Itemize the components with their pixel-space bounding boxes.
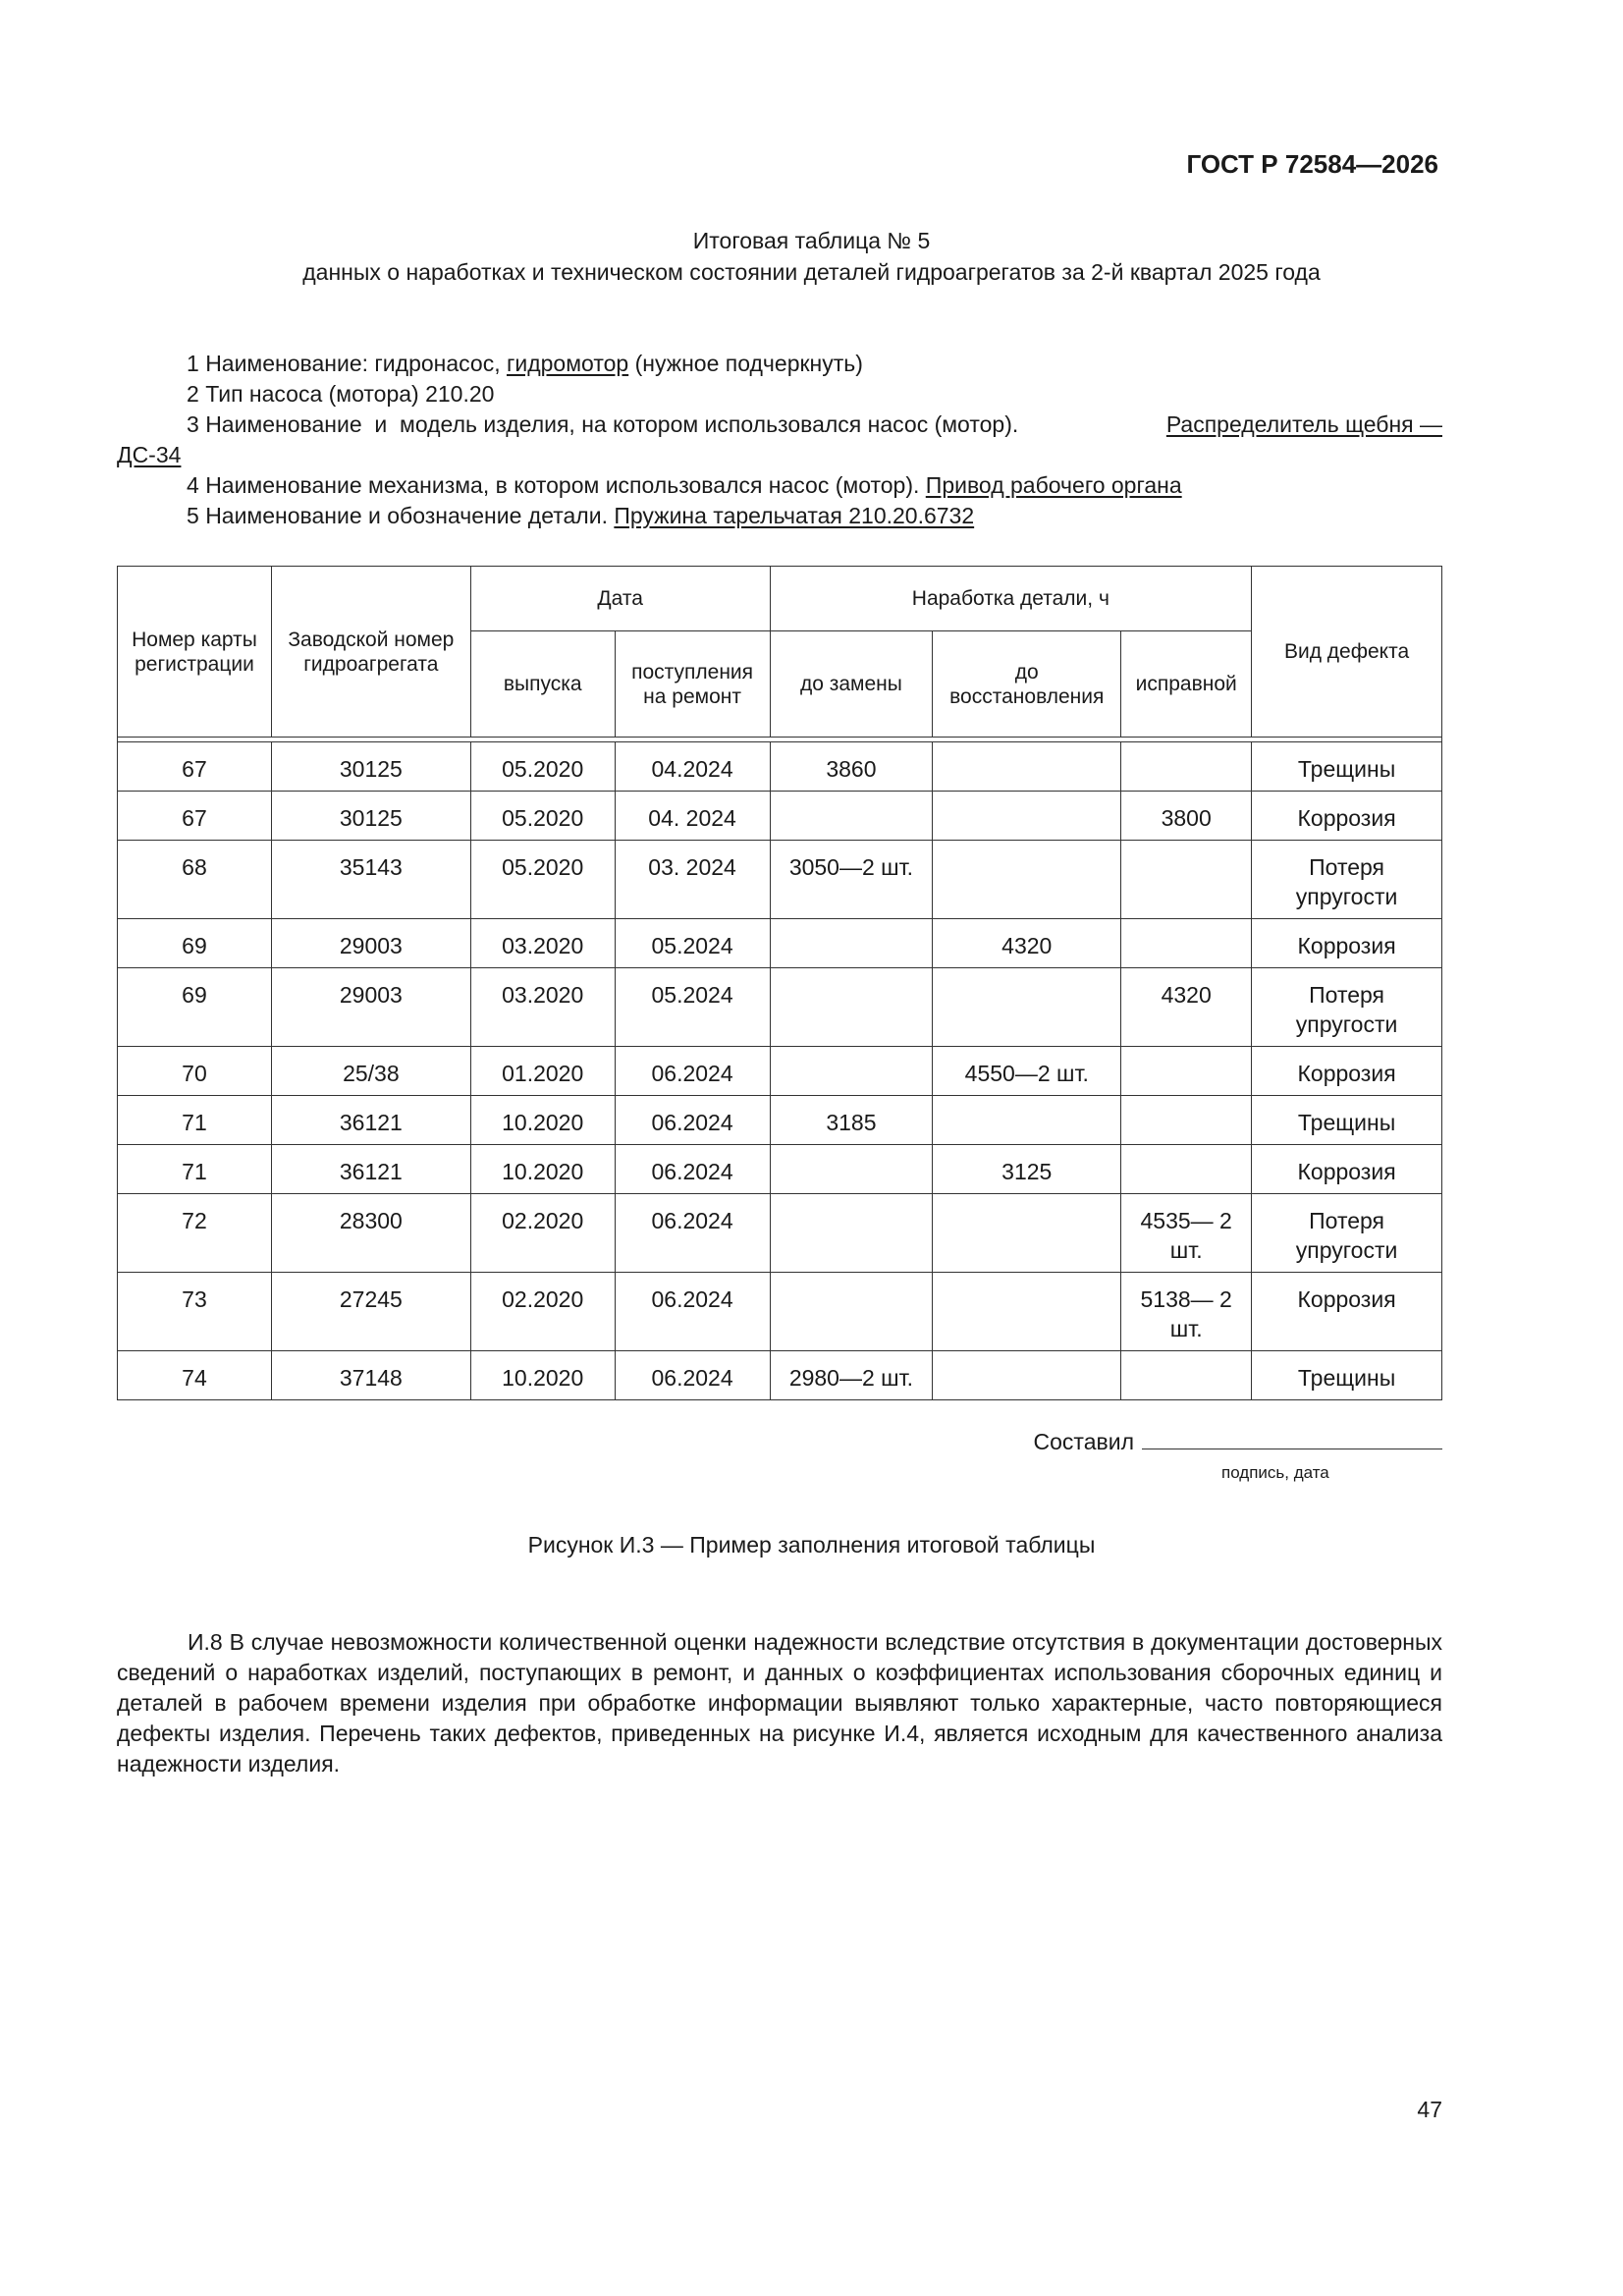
cell-reg-number: 73 [118, 1273, 272, 1351]
cell-defect-type: Трещины [1252, 742, 1442, 792]
cell-runtime-ok [1121, 1145, 1252, 1194]
table-title: Итоговая таблица № 5 [692, 228, 931, 253]
table-row [118, 1273, 1442, 1351]
cell-factory-number: 36121 [271, 1096, 470, 1145]
cell-defect-type: Потеря упругости [1252, 968, 1442, 1047]
cell-reg-number: 67 [118, 792, 272, 841]
cell-runtime-ok: 3800 [1121, 792, 1252, 841]
cell-reg-number: 74 [118, 1351, 272, 1400]
cell-factory-number: 30125 [271, 742, 470, 792]
item-underlined: Распределитель щебня — [1165, 411, 1442, 437]
cell-runtime-ok [1121, 1351, 1252, 1400]
signature-label: Составил [1033, 1429, 1134, 1454]
header-replace: до замены [770, 631, 933, 738]
cell-defect-type: Потеря упругости [1252, 841, 1442, 919]
item-2 [187, 381, 494, 408]
header-restore: до восстановления [933, 631, 1121, 738]
cell-runtime-replace [770, 919, 933, 968]
cell-runtime-ok: 4535— 2 шт. [1121, 1194, 1252, 1273]
item-3-continuation: ДС-34 [117, 442, 182, 467]
item-text: Наименование и модель изделия, на котором использовался насос (мотор). [205, 411, 1025, 437]
cell-runtime-ok: 4320 [1121, 968, 1252, 1047]
cell-runtime-replace: 2980—2 шт. [770, 1351, 933, 1400]
item-underlined: Пружина тарельчатая 210.20.6732 [614, 503, 975, 528]
cell-reg-number: 72 [118, 1194, 272, 1273]
table-row [118, 1194, 1442, 1273]
summary-table [117, 566, 1442, 1400]
cell-factory-number: 29003 [271, 968, 470, 1047]
cell-repair-date: 06.2024 [615, 1194, 770, 1273]
table-row [118, 919, 1442, 968]
cell-runtime-restore [933, 1273, 1121, 1351]
table-row [118, 1351, 1442, 1400]
item-number: 5 [187, 503, 199, 528]
cell-release-date: 10.2020 [470, 1096, 615, 1145]
table-row [118, 742, 1442, 792]
header-release: выпуска [470, 631, 615, 738]
cell-reg-number: 69 [118, 968, 272, 1047]
cell-runtime-replace [770, 968, 933, 1047]
cell-reg-number: 69 [118, 919, 272, 968]
cell-runtime-restore [933, 742, 1121, 792]
cell-runtime-restore: 4320 [933, 919, 1121, 968]
cell-runtime-replace: 3050—2 шт. [770, 841, 933, 919]
page-number: 47 [1417, 2097, 1442, 2122]
cell-runtime-ok [1121, 1096, 1252, 1145]
cell-defect-type: Коррозия [1252, 919, 1442, 968]
cell-defect-type: Потеря упругости [1252, 1194, 1442, 1273]
cell-runtime-restore [933, 1351, 1121, 1400]
cell-repair-date: 06.2024 [615, 1145, 770, 1194]
cell-runtime-replace: 3860 [770, 742, 933, 792]
cell-runtime-replace [770, 792, 933, 841]
header-defect: Вид дефекта [1252, 567, 1442, 738]
cell-runtime-restore: 4550—2 шт. [933, 1047, 1121, 1096]
item-text: Наименование механизма, в котором использовался насос (мотор). [205, 472, 926, 498]
cell-repair-date: 06.2024 [615, 1047, 770, 1096]
document-code: ГОСТ Р 72584—2026 [1186, 149, 1438, 179]
cell-runtime-ok [1121, 1047, 1252, 1096]
signature-caption: подпись, дата [1221, 1463, 1329, 1482]
cell-factory-number: 36121 [271, 1145, 470, 1194]
cell-runtime-replace: 3185 [770, 1096, 933, 1145]
table-row [118, 1096, 1442, 1145]
cell-reg-number: 67 [118, 742, 272, 792]
figure-caption: Рисунок И.3 — Пример заполнения итоговой таблицы [527, 1532, 1096, 1558]
cell-runtime-replace [770, 1145, 933, 1194]
cell-reg-number: 71 [118, 1145, 272, 1194]
cell-runtime-replace [770, 1194, 933, 1273]
table-row [118, 1047, 1442, 1096]
cell-defect-type: Трещины [1252, 1351, 1442, 1400]
table-row [118, 1145, 1442, 1194]
cell-defect-type: Коррозия [1252, 1273, 1442, 1351]
cell-runtime-restore [933, 1194, 1121, 1273]
table-body [118, 742, 1442, 1400]
cell-release-date: 05.2020 [470, 841, 615, 919]
cell-runtime-ok: 5138— 2 шт. [1121, 1273, 1252, 1351]
cell-repair-date: 04. 2024 [615, 792, 770, 841]
paragraph-i8: И.8 В случае невозможности количественной оценки надежности вследствие отсутствия в документации достоверных сведений о наработках изделий, поступающих в ремонт, и данных о коэффициентах использования сборочных единиц и деталей в рабочем времени изделия при обработке информации выявляют только характерные, часто повторяющиеся дефекты изделия. Перечень таких дефектов, приведенных на рисунке И.4, является исходным для качественного анализа надежности изделия. [117, 1629, 1442, 1777]
cell-factory-number: 25/38 [271, 1047, 470, 1096]
cell-release-date: 10.2020 [470, 1145, 615, 1194]
cell-reg-number: 70 [118, 1047, 272, 1096]
cell-release-date: 05.2020 [470, 792, 615, 841]
cell-defect-type: Коррозия [1252, 792, 1442, 841]
table-subtitle: данных о наработках и техническом состоянии деталей гидроагрегатов за 2-й квартал 2025 года [302, 259, 1321, 285]
signature-line [1142, 1429, 1442, 1449]
item-number: 3 [187, 411, 199, 437]
cell-runtime-restore [933, 841, 1121, 919]
item-number: 1 [187, 351, 199, 376]
cell-reg-number: 68 [118, 841, 272, 919]
cell-release-date: 10.2020 [470, 1351, 615, 1400]
cell-factory-number: 27245 [271, 1273, 470, 1351]
item-text: Наименование: гидронасос, [205, 351, 507, 376]
cell-repair-date: 04.2024 [615, 742, 770, 792]
item-1 [187, 351, 863, 377]
cell-runtime-restore: 3125 [933, 1145, 1121, 1194]
cell-factory-number: 30125 [271, 792, 470, 841]
cell-defect-type: Коррозия [1252, 1145, 1442, 1194]
cell-release-date: 03.2020 [470, 919, 615, 968]
item-number: 2 [187, 381, 199, 407]
table-row [118, 968, 1442, 1047]
cell-release-date: 02.2020 [470, 1273, 615, 1351]
header-ok: исправной [1121, 631, 1252, 738]
cell-factory-number: 37148 [271, 1351, 470, 1400]
item-underlined: Привод рабочего органа [925, 472, 1182, 498]
header-runtime: Наработка детали, ч [770, 567, 1252, 631]
item-number: 4 [187, 472, 199, 498]
cell-runtime-ok [1121, 919, 1252, 968]
cell-repair-date: 06.2024 [615, 1096, 770, 1145]
cell-release-date: 05.2020 [470, 742, 615, 792]
cell-release-date: 03.2020 [470, 968, 615, 1047]
signature-block [1034, 1429, 1442, 1455]
table-row [118, 792, 1442, 841]
cell-release-date: 02.2020 [470, 1194, 615, 1273]
item-4 [187, 472, 1182, 499]
item-tail: (нужное подчеркнуть) [628, 351, 863, 376]
cell-repair-date: 06.2024 [615, 1273, 770, 1351]
cell-repair-date: 05.2024 [615, 919, 770, 968]
cell-reg-number: 71 [118, 1096, 272, 1145]
cell-runtime-ok [1121, 742, 1252, 792]
cell-factory-number: 35143 [271, 841, 470, 919]
cell-release-date: 01.2020 [470, 1047, 615, 1096]
table-row [118, 841, 1442, 919]
item-text: Тип насоса (мотора) 210.20 [205, 381, 495, 407]
cell-runtime-replace [770, 1273, 933, 1351]
header-reg: Номер карты регистрации [118, 567, 272, 738]
cell-repair-date: 03. 2024 [615, 841, 770, 919]
cell-runtime-ok [1121, 841, 1252, 919]
item-text: Наименование и обозначение детали. [205, 503, 615, 528]
cell-runtime-restore [933, 1096, 1121, 1145]
cell-runtime-restore [933, 792, 1121, 841]
cell-repair-date: 06.2024 [615, 1351, 770, 1400]
cell-runtime-replace [770, 1047, 933, 1096]
header-factory: Заводской номер гидроагрегата [271, 567, 470, 738]
item-underlined: гидромотор [506, 351, 629, 376]
cell-runtime-restore [933, 968, 1121, 1047]
item-3 [187, 411, 1442, 438]
cell-repair-date: 05.2024 [615, 968, 770, 1047]
cell-defect-type: Трещины [1252, 1096, 1442, 1145]
header-repair: поступления на ремонт [615, 631, 770, 738]
cell-defect-type: Коррозия [1252, 1047, 1442, 1096]
cell-factory-number: 29003 [271, 919, 470, 968]
item-5 [187, 503, 974, 529]
cell-factory-number: 28300 [271, 1194, 470, 1273]
header-date: Дата [470, 567, 770, 631]
